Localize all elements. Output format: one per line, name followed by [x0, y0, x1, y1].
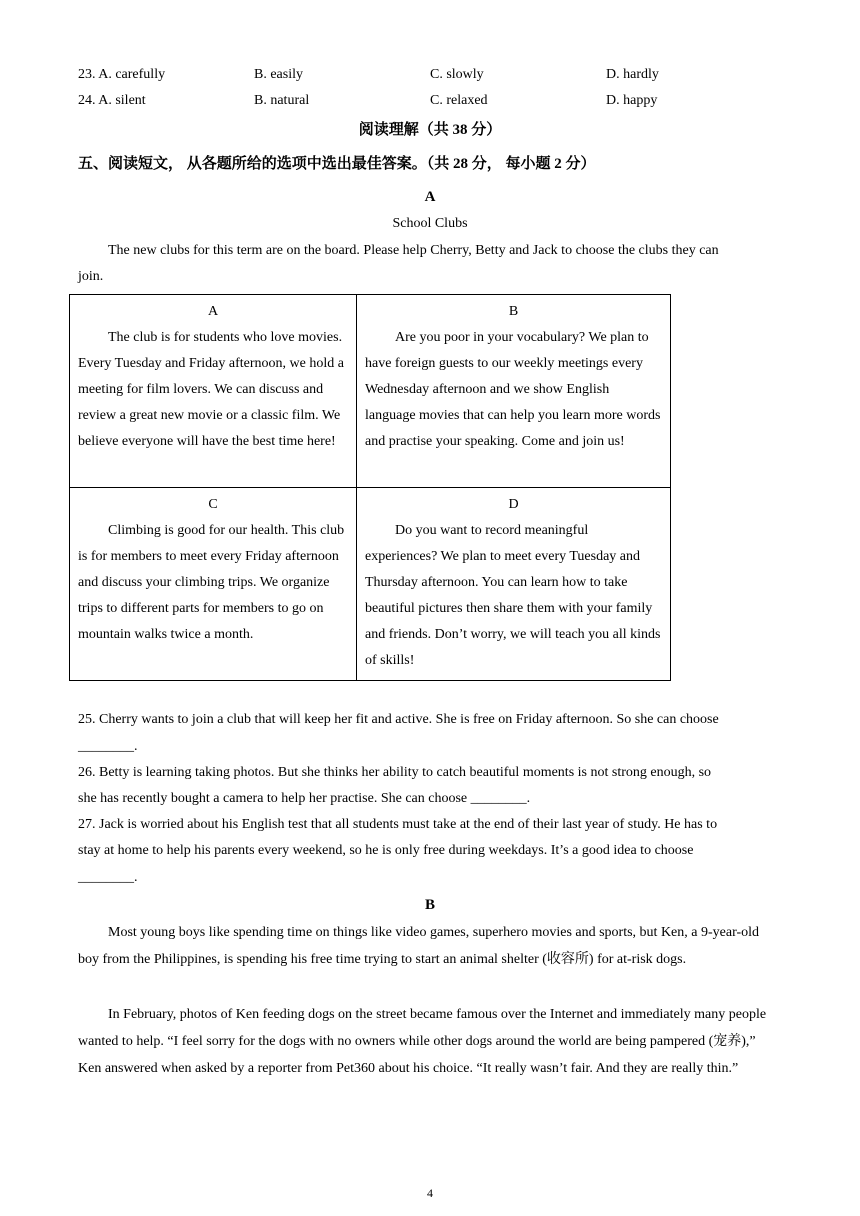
- club-cell-c: [70, 488, 357, 681]
- q24-option-c: C. relaxed: [430, 93, 488, 108]
- club-letter-d: D: [508, 497, 519, 512]
- q23-option-a: 23. A. carefully: [78, 67, 166, 82]
- q24-option-b: B. natural: [254, 93, 310, 108]
- question-27-line1: 27. Jack is worried about his English test that all students must take at the end of their last year of study. He has to: [78, 817, 718, 832]
- club-cell-a: [70, 295, 357, 488]
- question-25-line1: 25. Cherry wants to join a club that will keep her fit and active. She is free on Friday afternoon. So she can choose: [78, 712, 719, 727]
- question-26-line2: she has recently bought a camera to help her practise. She can choose ________.: [78, 791, 531, 806]
- section-title: 阅读理解（共 38 分）: [358, 122, 502, 138]
- question-27-line2: stay at home to help his parents every weekend, so he is only free during weekdays. It’s a good idea to choose: [78, 843, 694, 858]
- part-five-heading: 五、阅读短文， 从各题所给的选项中选出最佳答案。（共 28 分， 每小题 2 分）: [78, 156, 596, 172]
- clubs-row-2: [70, 488, 671, 681]
- q23-option-d: D. hardly: [606, 67, 659, 82]
- passage-a-intro-line1: The new clubs for this term are on the board. Please help Cherry, Betty and Jack to choose the clubs they can: [108, 243, 719, 258]
- clubs-table: [69, 294, 671, 681]
- q24-option-a: 24. A. silent: [78, 93, 146, 108]
- passage-a-title: School Clubs: [392, 216, 468, 231]
- passage-b-letter: B: [424, 897, 435, 913]
- q24-option-d: D. happy: [606, 93, 658, 108]
- club-text-b: Are you poor in your vocabulary? We plan to have foreign guests to our weekly meetings every Wednesday afternoon and we show English language movies that can help you learn more words and practise your speaking. Come and join us!: [365, 330, 661, 449]
- club-letter-c: C: [208, 497, 218, 512]
- q23-option-b: B. easily: [254, 67, 303, 82]
- question-27-line3: ________.: [78, 870, 138, 885]
- club-text-a: The club is for students who love movies. Every Tuesday and Friday afternoon, we hold a meeting for film lovers. We can discuss and review a great new movie or a classic film. We believe everyone will have the best time here!: [78, 330, 344, 449]
- passage-a-letter: A: [424, 189, 436, 205]
- passage-a-intro-line2: join.: [78, 269, 104, 284]
- q23-option-c: C. slowly: [430, 67, 484, 82]
- passage-b-paragraph-1: Most young boys like spending time on things like video games, superhero movies and sports, but Ken, a 9-year-old boy from the Philippines, is spending his free time trying to start an animal shelter (收容所) for at-risk dogs.: [78, 925, 760, 967]
- passage-b-paragraph-2: In February, photos of Ken feeding dogs on the street became famous over the Internet and immediately many people wanted to help. “I feel sorry for the dogs with no owners while other dogs around the world are being pampered (宠养),” Ken answered when asked by a reporter from Pet360 about his choice. “It really wasn’t fair. And they are really thin.”: [78, 1007, 767, 1076]
- club-letter-b: B: [508, 304, 519, 319]
- question-25-line2: ________.: [78, 739, 138, 754]
- question-26-line1: 26. Betty is learning taking photos. But she thinks her ability to catch beautiful moments is not strong enough, so: [78, 765, 712, 780]
- club-text-c: Climbing is good for our health. This club is for members to meet every Friday afternoon and discuss your climbing trips. We organize trips to different parts for members to go on mountain walks twice a month.: [78, 523, 345, 642]
- page-number: 4: [427, 1186, 433, 1200]
- club-cell-d: [357, 488, 671, 681]
- club-letter-a: A: [207, 304, 219, 319]
- club-cell-b: [357, 295, 671, 488]
- clubs-row-1: [70, 295, 671, 488]
- club-text-d: Do you want to record meaningful experiences? We plan to meet every Tuesday and Thursday afternoon. You can learn how to take beautiful pictures then share them with your family and friends. Don’t worry, we will teach you all kinds of skills!: [365, 523, 661, 668]
